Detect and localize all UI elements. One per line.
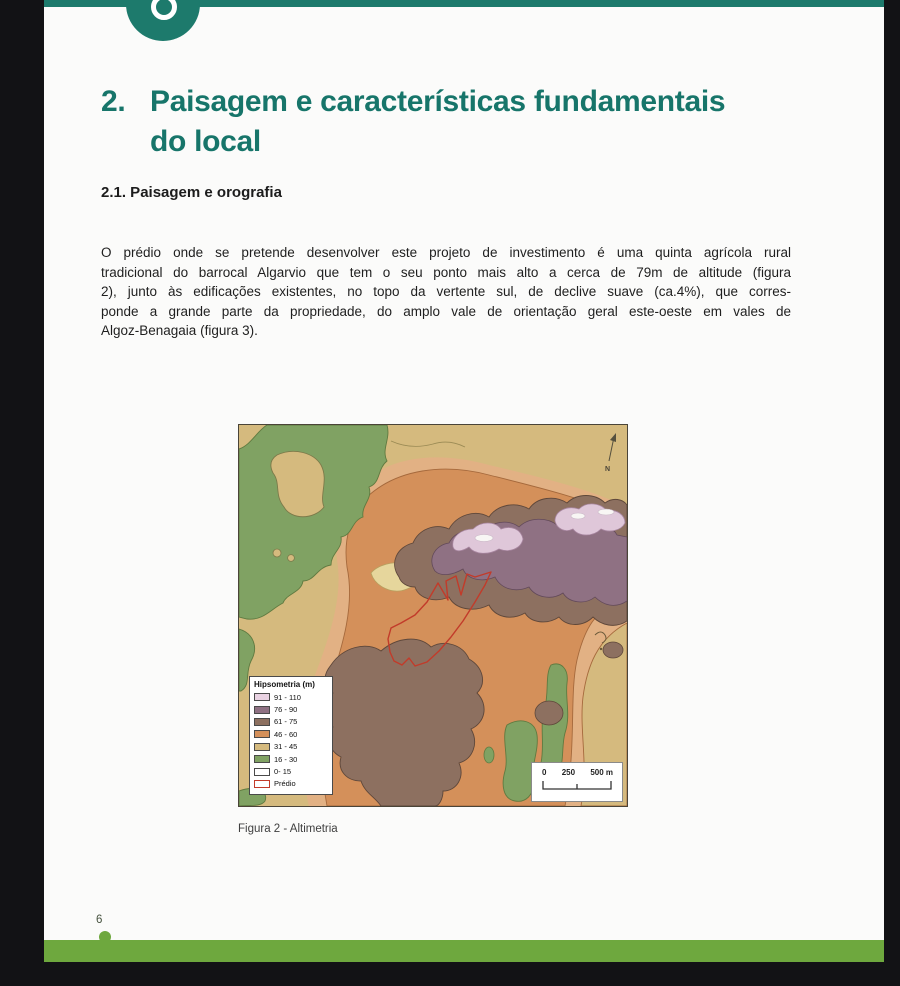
figure-caption: Figura 2 - Altimetria [238,823,338,835]
body-line: 2), junto às edificações existentes, no topo da vertente sul, de declive suave (ca.4%), que corres- [101,284,791,300]
page-number: 6 [96,914,103,926]
legend-swatch [254,743,270,751]
section-title-line2: do local [150,125,261,158]
footer-bar [44,940,884,962]
legend-item: 46 - 60 [254,728,328,740]
legend-item: Prédio [254,778,328,790]
legend-title: Hipsometria (m) [254,680,315,689]
legend-swatch [254,693,270,701]
scale-tick-labels: 0 250 500 m [542,768,613,777]
legend-item: 31 - 45 [254,741,328,753]
legend-swatch [254,768,270,776]
legend-swatch-predio [254,780,270,788]
map-scale-bar [531,762,623,802]
map-legend [249,676,333,795]
section-title-text [150,82,725,162]
figure-map [238,424,626,835]
legend-item: 0- 15 [254,765,328,777]
body-line: tradicional do barrocal Algarvio que tem o seu ponto mais alto a cerca de 79m de altitude (figura [101,264,791,280]
north-label: N [605,466,611,473]
body-line: ponde a grande parte da propriedade, do amplo vale de orientação geral este-oeste em vales de [101,303,791,319]
legend-item: 61 - 75 [254,716,328,728]
legend-swatch [254,718,270,726]
document-page [44,0,884,962]
legend-swatch [254,730,270,738]
hypsometric-map [238,424,628,807]
subsection-heading: 2.1. Paisagem e orografia [101,184,282,201]
section-title-line1: Paisagem e características fundamentais [150,85,726,118]
chapter-badge-circle [126,0,200,41]
body-paragraph [101,243,791,341]
scale-bar-glyph [542,780,612,791]
legend-item: 76 - 90 [254,703,328,715]
body-line: Algoz-Benagaia (figura 3). [101,323,258,339]
legend-swatch [254,755,270,763]
chapter-badge [124,0,202,46]
legend-item: 16 - 30 [254,753,328,765]
legend-item: 91 - 110 [254,691,328,703]
section-number: 2. [101,85,126,118]
legend-swatch [254,706,270,714]
body-line: O prédio onde se pretende desenvolver este projeto de investimento é uma quinta agrícola rural [101,245,791,260]
section-heading [101,82,725,162]
